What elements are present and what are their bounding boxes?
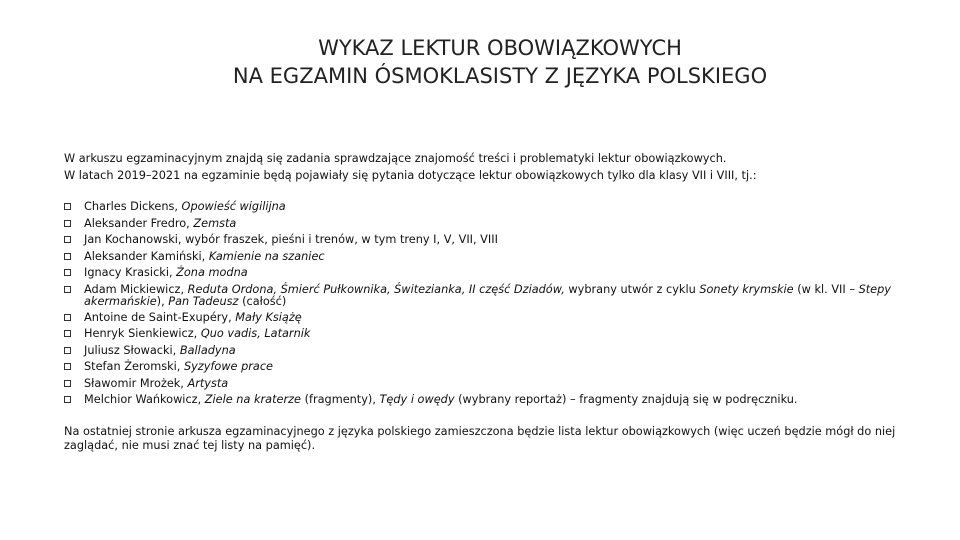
square-bullet-icon (64, 203, 71, 210)
list-item: Stefan Żeromski, Syzyfowe prace (64, 359, 924, 376)
reading-list (64, 199, 924, 409)
intro-line-1: W arkuszu egzaminacyjnym znajdą się zadania sprawdzające znajomość treści i problematyki lektur obowiązkowych. (64, 152, 727, 165)
list-item: Adam Mickiewicz, Reduta Ordona, Śmierć Pułkownika, Świtezianka, II część Dziadów, wybrany utwór z cyklu Sonety krymskie (w kl. VII – Stepy akermańskie), Pan Tadeusz (całość) (64, 282, 924, 310)
square-bullet-icon (64, 380, 71, 387)
list-item: Melchior Wańkowicz, Ziele na kraterze (fragmenty), Tędy i owędy (wybrany reportaż) – fragmenty znajdują się w podręczniku. (64, 392, 924, 409)
list-item: Antoine de Saint-Exupéry, Mały Książę (64, 310, 924, 327)
square-bullet-icon (64, 363, 71, 370)
square-bullet-icon (64, 347, 71, 354)
list-item: Henryk Sienkiewicz, Quo vadis, Latarnik (64, 326, 924, 343)
square-bullet-icon (64, 253, 71, 260)
title-line-1: WYKAZ LEKTUR OBOWIĄZKOWYCH (318, 36, 682, 60)
square-bullet-icon (64, 396, 71, 403)
list-item: Aleksander Fredro, Zemsta (64, 216, 924, 233)
slide-title (150, 34, 850, 90)
square-bullet-icon (64, 330, 71, 337)
list-item: Aleksander Kamiński, Kamienie na szaniec (64, 249, 924, 266)
list-item: Sławomir Mrożek, Artysta (64, 376, 924, 393)
title-line-2: NA EGZAMIN ÓSMOKLASISTY Z JĘZYKA POLSKIEGO (232, 64, 768, 88)
closing-paragraph: Na ostatniej stronie arkusza egzaminacyjnego z języka polskiego zamieszczona będzie lista lektur obowiązkowych (więc uczeń będzie mógł do niej zaglądać, nie musi znać tej listy na pamięć). (64, 425, 896, 452)
list-item: Jan Kochanowski, wybór fraszek, pieśni i trenów, w tym treny I, V, VII, VIII (64, 232, 924, 249)
square-bullet-icon (64, 269, 71, 276)
square-bullet-icon (64, 220, 71, 227)
list-item: Juliusz Słowacki, Balladyna (64, 343, 924, 360)
intro-line-2: W latach 2019–2021 na egzaminie będą pojawiały się pytania dotyczące lektur obowiązkowych tylko dla klasy VII i VIII, tj.: (64, 169, 757, 182)
square-bullet-icon (64, 286, 71, 293)
list-item: Charles Dickens, Opowieść wigilijna (64, 199, 924, 216)
square-bullet-icon (64, 236, 71, 243)
square-bullet-icon (64, 314, 71, 321)
list-item: Ignacy Krasicki, Żona modna (64, 265, 924, 282)
intro-paragraph (64, 150, 924, 184)
